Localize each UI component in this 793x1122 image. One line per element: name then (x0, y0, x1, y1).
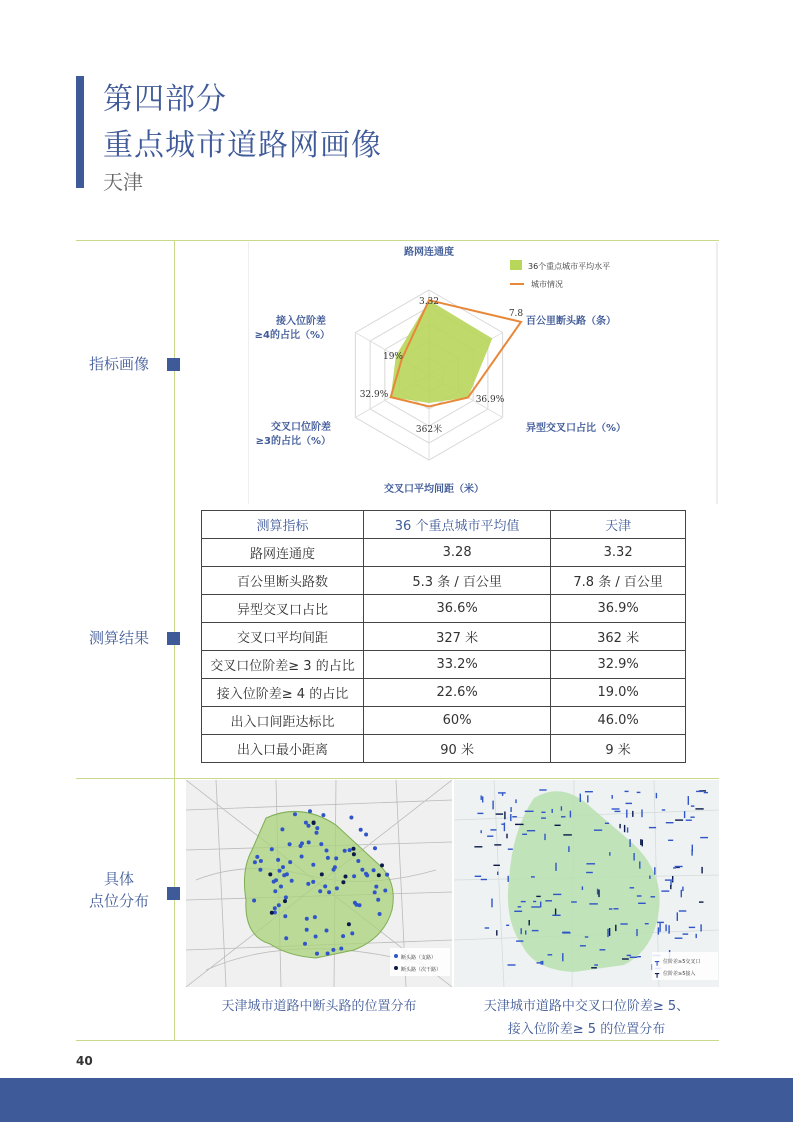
radar-axis-label: 接入位阶差 (276, 316, 326, 327)
row-marker (167, 632, 180, 645)
dead-end-point (356, 859, 360, 863)
table-cell: 接入位阶差≥ 4 的占比 (202, 679, 364, 707)
row-label-distribution (76, 868, 162, 912)
table-cell: 46.0% (551, 707, 686, 735)
legend-dot-icon (394, 954, 398, 958)
dead-end-point (320, 872, 324, 876)
table-row (202, 539, 686, 567)
left-legend-item: 断头路（支路） (401, 955, 437, 961)
table-header-cell: 测算指标 (202, 511, 364, 539)
radar-value-label: 7.8 (508, 309, 524, 319)
dead-end-point (377, 873, 381, 877)
table-cell: 90 米 (364, 735, 551, 763)
dead-end-point (315, 831, 319, 835)
dead-end-point (343, 849, 347, 853)
dead-end-point (288, 842, 292, 846)
right-legend-item: 位阶差≥5接入 (663, 971, 696, 977)
radar-axis-label: ≥4的占比（%） (254, 330, 330, 341)
dead-end-point (364, 833, 368, 837)
table-header-cell: 天津 (551, 511, 686, 539)
dead-end-point (359, 828, 363, 832)
table-cell: 出入口最小距离 (202, 735, 364, 763)
legend-average-label: 36个重点城市平均水平 (528, 262, 611, 271)
dead-end-point (270, 847, 274, 851)
dead-end-point (350, 931, 354, 935)
caption-line: 天津城市道路中交叉口位阶差≥ 5、 (483, 999, 690, 1014)
table-cell: 36.9% (551, 595, 686, 623)
row-label-line2: 点位分布 (88, 892, 149, 910)
table-row (202, 651, 686, 679)
radar-chart (248, 242, 718, 504)
left-map-caption: 天津城市道路中断头路的位置分布 (221, 999, 417, 1014)
radar-axis-label: 路网连通度 (404, 247, 454, 258)
dead-end-point (270, 911, 274, 915)
table-cell: 出入口间距达标比 (202, 707, 364, 735)
table-cell: 19.0% (551, 679, 686, 707)
radar-axis-label: 异型交叉口占比（%） (526, 423, 627, 434)
dead-end-point (325, 849, 329, 853)
dead-end-point (376, 898, 380, 902)
dead-end-point (326, 856, 330, 860)
table-cell: 交叉口位阶差≥ 3 的占比 (202, 651, 364, 679)
dead-end-point (255, 855, 259, 859)
dead-end-point (333, 865, 337, 869)
table-cell: 22.6% (364, 679, 551, 707)
dead-end-point (278, 869, 282, 873)
table-cell: 32.9% (551, 651, 686, 679)
dead-end-point (327, 890, 331, 894)
dead-end-point (349, 816, 353, 820)
dead-end-point (258, 868, 262, 872)
dead-end-point (373, 890, 377, 894)
dead-end-point (335, 886, 339, 890)
dead-end-point (307, 824, 311, 828)
dead-end-point (282, 873, 286, 877)
dead-end-point (283, 899, 287, 903)
city-subtitle: 天津 (103, 170, 143, 194)
dead-end-point (277, 903, 281, 907)
dead-end-point (360, 868, 364, 872)
radar-value-label: 19% (382, 352, 404, 362)
frame-mid-line (76, 778, 719, 779)
table-cell: 362 米 (551, 623, 686, 651)
dead-end-point (334, 856, 338, 860)
dead-end-point (383, 889, 387, 893)
dead-end-point (283, 914, 287, 918)
dead-end-point (315, 952, 319, 956)
dead-end-point (284, 895, 288, 899)
radar-axis-label: 百公里断头路（条） (526, 316, 616, 327)
dead-end-point (353, 901, 357, 905)
dead-end-point (313, 915, 317, 919)
row-label-results: 测算结果 (88, 629, 149, 647)
legend-dot-icon (394, 966, 398, 970)
dead-end-point (314, 935, 318, 939)
dead-end-point (312, 821, 316, 825)
radar-value-label: 3.32 (418, 297, 440, 307)
dead-end-point (308, 809, 312, 813)
table-cell: 路网连通度 (202, 539, 364, 567)
dead-end-point (321, 813, 325, 817)
table-cell: 60% (364, 707, 551, 735)
dead-end-point (315, 826, 319, 830)
table-cell: 异型交叉口占比 (202, 595, 364, 623)
table-cell: 33.2% (364, 651, 551, 679)
dead-end-point (374, 885, 378, 889)
dead-end-point (352, 847, 356, 851)
right-legend-item: 位阶差≥5交叉口 (663, 959, 701, 965)
dead-end-point (364, 872, 368, 876)
hierarchy-gap-map (454, 780, 719, 987)
dead-end-point (252, 899, 256, 903)
dead-end-point (253, 860, 257, 864)
dead-end-point (331, 948, 335, 952)
dead-end-point (326, 952, 330, 956)
dead-end-point (339, 947, 343, 951)
footer-band (0, 1078, 793, 1122)
dead-end-point (307, 840, 311, 844)
dead-end-point (300, 855, 304, 859)
table-cell: 7.8 条 / 百公里 (551, 567, 686, 595)
dead-end-point (299, 844, 303, 848)
dead-end-point (344, 875, 348, 879)
dead-end-point (325, 929, 329, 933)
table-header-row (202, 511, 686, 539)
dead-end-road-map (186, 780, 452, 987)
right-map-caption (454, 995, 719, 1041)
table-cell: 交叉口平均间距 (202, 623, 364, 651)
dead-end-point (318, 889, 322, 893)
dead-end-point (273, 906, 277, 910)
table-cell: 327 米 (364, 623, 551, 651)
table-row (202, 679, 686, 707)
dead-end-point (268, 872, 272, 876)
table-cell: 9 米 (551, 735, 686, 763)
dead-end-point (311, 880, 315, 884)
table-row (202, 567, 686, 595)
title-accent-bar (76, 76, 84, 188)
dead-end-point (293, 812, 297, 816)
left-legend-item: 断头路（次干路） (401, 967, 442, 973)
dead-end-point (372, 868, 376, 872)
dead-end-point (323, 884, 327, 888)
dead-end-point (273, 889, 277, 893)
radar-axis-label: 交叉口位阶差 (271, 422, 331, 433)
dead-end-point (274, 878, 278, 882)
frame-top-line (76, 240, 719, 241)
dead-end-point (352, 874, 356, 878)
caption-line: 接入位阶差≥ 5 的位置分布 (507, 1022, 666, 1037)
page-number: 40 (76, 1054, 93, 1068)
radar-axis-label: 交叉口平均间距（米） (384, 484, 484, 495)
table-row (202, 623, 686, 651)
table-cell: 3.28 (364, 539, 551, 567)
dead-end-point (352, 852, 356, 856)
dead-end-point (311, 863, 315, 867)
legend-average-swatch (510, 260, 522, 270)
dead-end-point (304, 821, 308, 825)
dead-end-point (385, 873, 389, 877)
table-cell: 5.3 条 / 百公里 (364, 567, 551, 595)
dead-end-point (276, 858, 280, 862)
legend-access-icon: ┳ (655, 970, 660, 978)
dead-end-point (378, 912, 382, 916)
row-label-indicator: 指标画像 (88, 355, 149, 373)
dead-end-point (306, 882, 310, 886)
row-marker (167, 358, 180, 371)
table-header-cell: 36 个重点城市平均值 (364, 511, 551, 539)
dead-end-point (347, 922, 351, 926)
dead-end-point (303, 942, 307, 946)
results-table (201, 510, 686, 763)
table-cell: 36.6% (364, 595, 551, 623)
radar-axis-label: ≥3的占比（%） (255, 436, 331, 447)
dead-end-point (341, 934, 345, 938)
dead-end-point (348, 848, 352, 852)
dead-end-point (279, 885, 283, 889)
row-label-line1: 具体 (103, 870, 134, 888)
table-cell: 百公里断头路数 (202, 567, 364, 595)
dead-end-point (280, 827, 284, 831)
row-marker (167, 887, 180, 900)
radar-value-label: 32.9% (359, 390, 389, 400)
part-title: 第四部分 (103, 82, 227, 117)
table-row (202, 595, 686, 623)
dead-end-point (305, 917, 309, 921)
radar-value-label: 362米 (415, 425, 443, 435)
table-row (202, 707, 686, 735)
dead-end-point (288, 860, 292, 864)
section-title: 重点城市道路网画像 (103, 128, 382, 163)
dead-end-point (341, 880, 345, 884)
dead-end-point (373, 846, 377, 850)
table-row (202, 735, 686, 763)
dead-end-point (319, 842, 323, 846)
dead-end-point (284, 936, 288, 940)
radar-value-label: 36.9% (475, 395, 505, 405)
dead-end-point (290, 879, 294, 883)
table-cell: 3.32 (551, 539, 686, 567)
dead-end-point (305, 928, 309, 932)
dead-end-point (259, 859, 263, 863)
dead-end-point (380, 863, 384, 867)
legend-city-label: 城市情况 (531, 280, 563, 289)
dead-end-point (281, 865, 285, 869)
legend-intersection-icon: ┳ (655, 958, 660, 966)
